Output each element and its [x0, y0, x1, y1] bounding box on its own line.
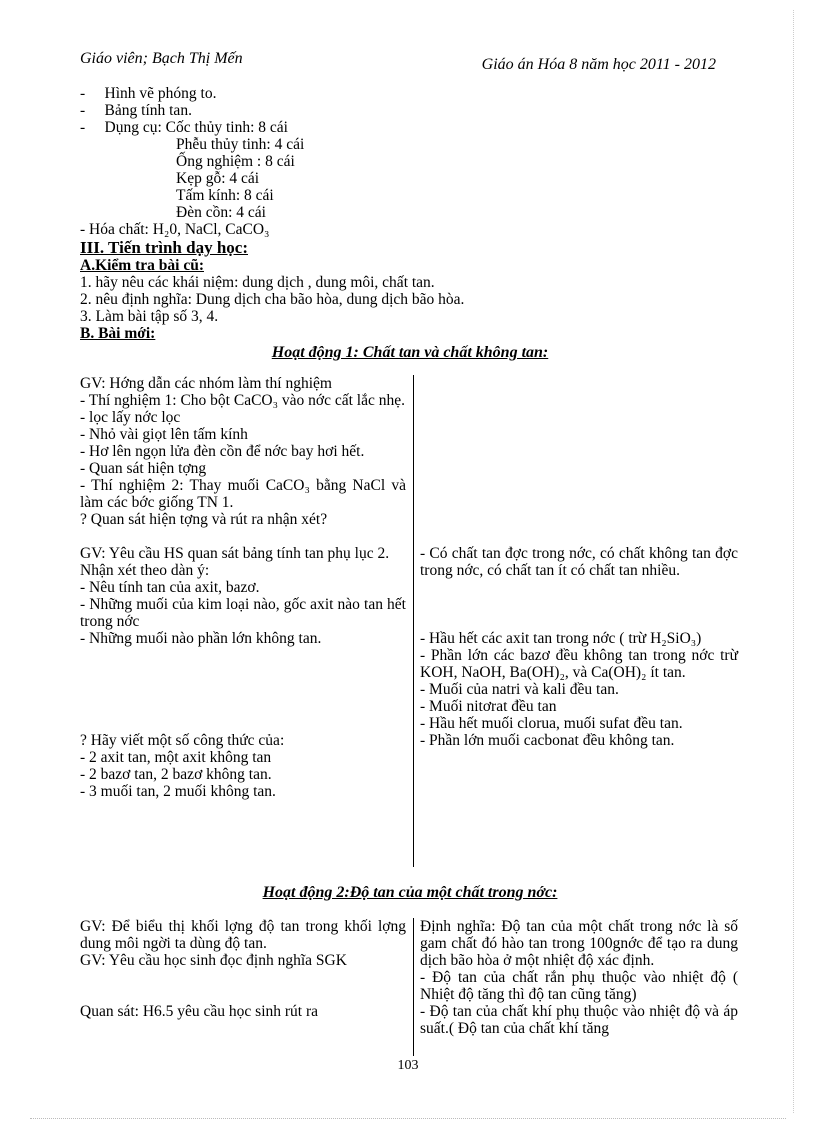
header-course: Giáo án Hóa 8 năm học 2011 - 2012	[481, 56, 716, 73]
line: - 2 bazơ tan, 2 bazơ không tan.	[80, 766, 272, 783]
question: 2. nêu định nghĩa: Dung dịch cha bão hòa, dung dịch bão hòa.	[80, 291, 465, 308]
line: - Phần lớn muối cacbonat đều không tan.	[420, 732, 675, 749]
materials-block	[80, 85, 740, 361]
question: 1. hãy nêu các khái niệm: dung dịch , dung môi, chất tan.	[80, 274, 435, 291]
tool-item: Đèn cồn: 4 cái	[176, 204, 266, 221]
part-b-title: B. Bài mới:	[80, 325, 156, 342]
column-divider	[413, 375, 414, 867]
line: - Những muối nào phần lớn không tan.	[80, 630, 322, 647]
line: - Có chất tan đợc trong nớc, có chất không tan đợc trong nớc, có chất tan ít có chất tan nhiều.	[420, 545, 738, 579]
line: - Hơ lên ngọn lửa đèn cồn để nớc bay hơi hết.	[80, 443, 365, 460]
line: - Quan sát hiện tợng	[80, 460, 207, 477]
tool-item: Kẹp gỗ: 4 cái	[176, 170, 260, 187]
line: Quan sát: H6.5 yêu cầu học sinh rút ra	[80, 1003, 319, 1020]
teacher-column	[80, 918, 406, 1020]
student-column	[420, 545, 738, 749]
line: - lọc lấy nớc lọc	[80, 409, 181, 426]
tool-item: Ống nghiệm : 8 cái	[176, 153, 295, 170]
line: - Những muối của kim loại nào, gốc axit nào tan hết trong nớc	[80, 596, 406, 630]
line: - Thí nghiệm 2: Thay muối CaCO₃ bằng NaCl và làm các bớc giống TN 1.	[80, 477, 406, 511]
review-questions	[80, 274, 740, 325]
tool-item: Tấm kính: 8 cái	[176, 187, 274, 204]
line: GV: Yêu cầu học sinh đọc định nghĩa SGK	[80, 952, 347, 969]
line: - Hầu hết các axit tan trong nớc ( trừ H₂SiO₃)	[420, 630, 702, 647]
line: ? Quan sát hiện tợng và rút ra nhận xét?	[80, 511, 328, 528]
activity2-table	[80, 918, 740, 1056]
line: - Độ tan của chất rắn phụ thuộc vào nhiệt độ ( Nhiệt độ tăng thì độ tan cũng tăng)	[420, 969, 738, 1003]
material-item: - Hình vẽ phóng to.	[80, 85, 217, 102]
line: - Thí nghiệm 1: Cho bột CaCO₃ vào nớc cất lắc nhẹ.	[80, 392, 405, 409]
tool-item: Phễu thủy tinh: 4 cái	[176, 136, 305, 153]
line: - Hầu hết muối clorua, muối sufat đều tan.	[420, 715, 683, 732]
material-item: - Dụng cụ: Cốc thủy tinh: 8 cái	[80, 119, 288, 136]
part-a-title: A.Kiểm tra bài cũ:	[80, 257, 204, 274]
line: GV: Yêu cầu HS quan sát bảng tính tan phụ lục 2.	[80, 545, 390, 562]
line: - Độ tan của chất khí phụ thuộc vào nhiệt độ và áp suất.( Độ tan của chất khí tăng	[420, 1003, 738, 1037]
activity1-title: Hoạt động 1: Chất tan và chất không tan:	[271, 344, 549, 361]
line: - 3 muối tan, 2 muối không tan.	[80, 783, 276, 800]
page-number: 103	[397, 1058, 419, 1073]
teacher-column	[80, 375, 406, 800]
chemicals-line: - Hóa chất: H₂0, NaCl, CaCO₃	[80, 221, 270, 238]
line: - 2 axit tan, một axit không tan	[80, 749, 272, 766]
page-edge	[793, 10, 794, 1113]
line: GV: Hớng dẫn các nhóm làm thí nghiệm	[80, 375, 332, 392]
line: Nhận xét theo dàn ý:	[80, 562, 210, 579]
line: - Nêu tính tan của axit, bazơ.	[80, 579, 260, 596]
line: - Muối nitơrat đều tan	[420, 698, 557, 715]
line: - Muối của natri và kali đều tan.	[420, 681, 619, 698]
line: - Phần lớn các bazơ đều không tan trong nớc trừ KOH, NaOH, Ba(OH)₂, và Ca(OH)₂ ít tan.	[420, 647, 738, 681]
material-item: - Bảng tính tan.	[80, 102, 192, 119]
activity2-title: Hoạt động 2:Độ tan của một chất trong nớc:	[262, 884, 558, 901]
line: Định nghĩa: Độ tan của một chất trong nớc là số gam chất đó hào tan trong 100gnớc để tạo ra dung dịch bão hòa ở một nhiệt độ xác định.	[420, 918, 738, 969]
question: 3. Làm bài tập số 3, 4.	[80, 308, 219, 325]
activity1-table	[80, 375, 740, 867]
line: ? Hãy viết một số công thức của:	[80, 732, 285, 749]
page-edge	[30, 1118, 786, 1119]
section-title: III. Tiến trình dạy học:	[80, 238, 248, 257]
student-column	[420, 918, 738, 1037]
line: - Nhỏ vài giọt lên tấm kính	[80, 426, 248, 443]
line: GV: Để biểu thị khối lợng độ tan trong khối lợng dung môi ngời ta dùng độ tan.	[80, 918, 406, 952]
column-divider	[413, 918, 414, 1056]
header-teacher: Giáo viên; Bạch Thị Mến	[80, 50, 243, 67]
